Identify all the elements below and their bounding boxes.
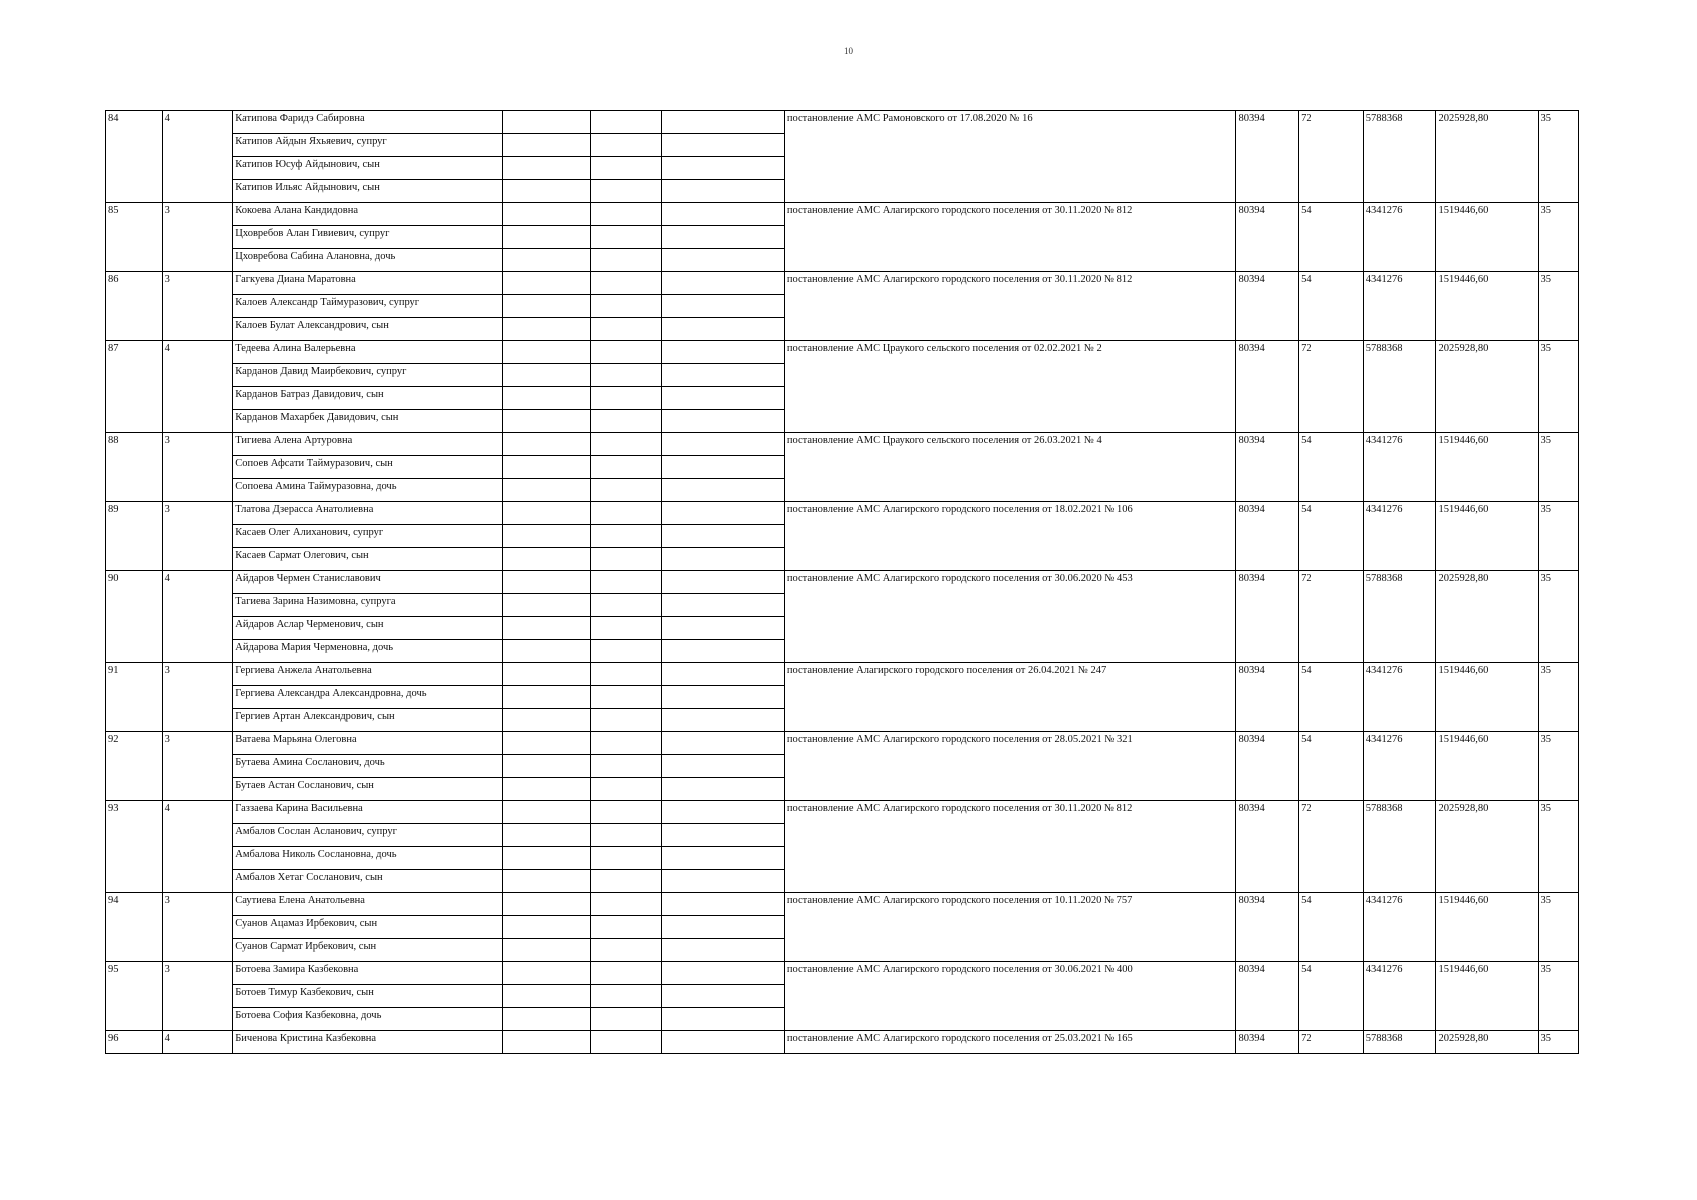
member-name-cell: Карданов Батраз Давидович, сын bbox=[233, 387, 503, 410]
area-cell: 72 bbox=[1299, 111, 1364, 203]
empty-cell bbox=[661, 571, 784, 594]
member-name-cell: Катипов Ильяс Айдынович, сын bbox=[233, 180, 503, 203]
empty-cell bbox=[590, 732, 661, 755]
empty-cell bbox=[661, 111, 784, 134]
decree-cell: постановление АМС Цраукого сельского поселения от 02.02.2021 № 2 bbox=[784, 341, 1236, 433]
empty-cell bbox=[503, 387, 591, 410]
value-a-cell: 80394 bbox=[1236, 341, 1299, 433]
empty-cell bbox=[661, 479, 784, 502]
empty-cell bbox=[503, 548, 591, 571]
empty-cell bbox=[503, 778, 591, 801]
decree-cell: постановление АМС Алагирского городского поселения от 18.02.2021 № 106 bbox=[784, 502, 1236, 571]
subsidy-cell: 1519446,60 bbox=[1436, 663, 1538, 732]
empty-cell bbox=[661, 663, 784, 686]
subsidy-cell: 1519446,60 bbox=[1436, 893, 1538, 962]
decree-cell: постановление АМС Рамоновского от 17.08.2020 № 16 bbox=[784, 111, 1236, 203]
member-name-cell: Саутиева Елена Анатольевна bbox=[233, 893, 503, 916]
member-name-cell: Гагкуева Диана Маратовна bbox=[233, 272, 503, 295]
empty-cell bbox=[590, 203, 661, 226]
member-name-cell: Карданов Махарбек Давидович, сын bbox=[233, 410, 503, 433]
empty-cell bbox=[590, 870, 661, 893]
member-name-cell: Гергиев Артан Александрович, сын bbox=[233, 709, 503, 732]
empty-cell bbox=[661, 134, 784, 157]
empty-cell bbox=[503, 180, 591, 203]
empty-cell bbox=[661, 640, 784, 663]
empty-cell bbox=[503, 134, 591, 157]
row-number-cell: 85 bbox=[106, 203, 163, 272]
empty-cell bbox=[661, 962, 784, 985]
area-cell: 54 bbox=[1299, 663, 1364, 732]
empty-cell bbox=[661, 249, 784, 272]
empty-cell bbox=[503, 663, 591, 686]
empty-cell bbox=[590, 571, 661, 594]
member-name-cell: Тедеева Алина Валерьевна bbox=[233, 341, 503, 364]
subsidy-cell: 1519446,60 bbox=[1436, 502, 1538, 571]
amount-cell: 4341276 bbox=[1363, 732, 1436, 801]
area-cell: 54 bbox=[1299, 962, 1364, 1031]
empty-cell bbox=[590, 594, 661, 617]
empty-cell bbox=[503, 916, 591, 939]
empty-cell bbox=[590, 686, 661, 709]
empty-cell bbox=[503, 939, 591, 962]
empty-cell bbox=[503, 962, 591, 985]
amount-cell: 5788368 bbox=[1363, 801, 1436, 893]
empty-cell bbox=[503, 410, 591, 433]
empty-cell bbox=[661, 318, 784, 341]
family-size-cell: 3 bbox=[162, 893, 233, 962]
member-name-cell: Суанов Сармат Ирбекович, сын bbox=[233, 939, 503, 962]
member-name-cell: Кокоева Алана Кандидовна bbox=[233, 203, 503, 226]
family-size-cell: 3 bbox=[162, 732, 233, 801]
member-name-cell: Сопоева Амина Таймуразовна, дочь bbox=[233, 479, 503, 502]
subsidy-cell: 2025928,80 bbox=[1436, 341, 1538, 433]
value-a-cell: 80394 bbox=[1236, 893, 1299, 962]
area-cell: 72 bbox=[1299, 571, 1364, 663]
value-a-cell: 80394 bbox=[1236, 1031, 1299, 1054]
row-number-cell: 88 bbox=[106, 433, 163, 502]
empty-cell bbox=[503, 318, 591, 341]
empty-cell bbox=[661, 893, 784, 916]
percent-cell: 35 bbox=[1538, 502, 1578, 571]
table-row bbox=[106, 1031, 1579, 1054]
empty-cell bbox=[590, 433, 661, 456]
row-number-cell: 93 bbox=[106, 801, 163, 893]
table-row bbox=[106, 272, 1579, 295]
area-cell: 54 bbox=[1299, 272, 1364, 341]
empty-cell bbox=[661, 778, 784, 801]
member-name-cell: Бутаева Амина Сосланович, дочь bbox=[233, 755, 503, 778]
amount-cell: 4341276 bbox=[1363, 893, 1436, 962]
row-number-cell: 94 bbox=[106, 893, 163, 962]
row-number-cell: 96 bbox=[106, 1031, 163, 1054]
value-a-cell: 80394 bbox=[1236, 203, 1299, 272]
empty-cell bbox=[661, 548, 784, 571]
empty-cell bbox=[661, 847, 784, 870]
member-name-cell: Тагиева Зарина Назимовна, супруга bbox=[233, 594, 503, 617]
empty-cell bbox=[503, 617, 591, 640]
member-name-cell: Тигиева Алена Артуровна bbox=[233, 433, 503, 456]
subsidy-cell: 2025928,80 bbox=[1436, 571, 1538, 663]
empty-cell bbox=[661, 755, 784, 778]
member-name-cell: Ботоева София Казбековна, дочь bbox=[233, 1008, 503, 1031]
member-name-cell: Ватаева Марьяна Олеговна bbox=[233, 732, 503, 755]
table-row bbox=[106, 433, 1579, 456]
empty-cell bbox=[503, 341, 591, 364]
value-a-cell: 80394 bbox=[1236, 801, 1299, 893]
empty-cell bbox=[661, 502, 784, 525]
area-cell: 54 bbox=[1299, 433, 1364, 502]
family-size-cell: 4 bbox=[162, 1031, 233, 1054]
amount-cell: 4341276 bbox=[1363, 203, 1436, 272]
empty-cell bbox=[661, 1008, 784, 1031]
percent-cell: 35 bbox=[1538, 341, 1578, 433]
empty-cell bbox=[661, 732, 784, 755]
empty-cell bbox=[590, 663, 661, 686]
table-row bbox=[106, 962, 1579, 985]
value-a-cell: 80394 bbox=[1236, 502, 1299, 571]
percent-cell: 35 bbox=[1538, 801, 1578, 893]
family-size-cell: 4 bbox=[162, 341, 233, 433]
empty-cell bbox=[503, 686, 591, 709]
value-a-cell: 80394 bbox=[1236, 663, 1299, 732]
subsidy-cell: 2025928,80 bbox=[1436, 801, 1538, 893]
empty-cell bbox=[661, 295, 784, 318]
empty-cell bbox=[503, 824, 591, 847]
percent-cell: 35 bbox=[1538, 893, 1578, 962]
empty-cell bbox=[590, 709, 661, 732]
empty-cell bbox=[503, 755, 591, 778]
empty-cell bbox=[590, 180, 661, 203]
family-size-cell: 3 bbox=[162, 203, 233, 272]
subsidy-cell: 1519446,60 bbox=[1436, 433, 1538, 502]
subsidy-cell: 1519446,60 bbox=[1436, 962, 1538, 1031]
member-name-cell: Катипов Айдын Яхьяевич, супруг bbox=[233, 134, 503, 157]
amount-cell: 5788368 bbox=[1363, 571, 1436, 663]
member-name-cell: Сопоев Афсати Таймуразович, сын bbox=[233, 456, 503, 479]
member-name-cell: Тлатова Дзерасса Анатолиевна bbox=[233, 502, 503, 525]
subsidy-cell: 1519446,60 bbox=[1436, 203, 1538, 272]
empty-cell bbox=[590, 1008, 661, 1031]
member-name-cell: Амбалова Николь Сослановна, дочь bbox=[233, 847, 503, 870]
member-name-cell: Биченова Кристина Казбековна bbox=[233, 1031, 503, 1054]
area-cell: 72 bbox=[1299, 1031, 1364, 1054]
empty-cell bbox=[503, 295, 591, 318]
empty-cell bbox=[661, 985, 784, 1008]
member-name-cell: Бутаев Астан Сосланович, сын bbox=[233, 778, 503, 801]
empty-cell bbox=[590, 410, 661, 433]
value-a-cell: 80394 bbox=[1236, 571, 1299, 663]
empty-cell bbox=[503, 893, 591, 916]
row-number-cell: 92 bbox=[106, 732, 163, 801]
member-name-cell: Катипов Юсуф Айдынович, сын bbox=[233, 157, 503, 180]
empty-cell bbox=[590, 640, 661, 663]
empty-cell bbox=[661, 709, 784, 732]
empty-cell bbox=[503, 111, 591, 134]
empty-cell bbox=[590, 847, 661, 870]
empty-cell bbox=[661, 272, 784, 295]
row-number-cell: 95 bbox=[106, 962, 163, 1031]
empty-cell bbox=[590, 387, 661, 410]
member-name-cell: Катипова Фаридэ Сабировна bbox=[233, 111, 503, 134]
empty-cell bbox=[503, 870, 591, 893]
subsidy-cell: 1519446,60 bbox=[1436, 272, 1538, 341]
area-cell: 54 bbox=[1299, 893, 1364, 962]
percent-cell: 35 bbox=[1538, 663, 1578, 732]
family-size-cell: 4 bbox=[162, 801, 233, 893]
empty-cell bbox=[661, 433, 784, 456]
member-name-cell: Карданов Давид Маирбекович, супруг bbox=[233, 364, 503, 387]
empty-cell bbox=[661, 456, 784, 479]
empty-cell bbox=[503, 157, 591, 180]
member-name-cell: Ботоев Тимур Казбекович, сын bbox=[233, 985, 503, 1008]
empty-cell bbox=[661, 686, 784, 709]
empty-cell bbox=[503, 1008, 591, 1031]
empty-cell bbox=[661, 180, 784, 203]
table-row bbox=[106, 502, 1579, 525]
value-a-cell: 80394 bbox=[1236, 433, 1299, 502]
empty-cell bbox=[590, 479, 661, 502]
family-size-cell: 3 bbox=[162, 433, 233, 502]
empty-cell bbox=[503, 456, 591, 479]
table-row bbox=[106, 571, 1579, 594]
decree-cell: постановление АМС Алагирского городского поселения от 30.11.2020 № 812 bbox=[784, 272, 1236, 341]
empty-cell bbox=[503, 433, 591, 456]
empty-cell bbox=[590, 1031, 661, 1054]
empty-cell bbox=[503, 249, 591, 272]
decree-cell: постановление АМС Алагирского городского поселения от 25.03.2021 № 165 bbox=[784, 1031, 1236, 1054]
row-number-cell: 90 bbox=[106, 571, 163, 663]
empty-cell bbox=[503, 364, 591, 387]
empty-cell bbox=[503, 502, 591, 525]
empty-cell bbox=[503, 801, 591, 824]
member-name-cell: Газзаева Карина Васильевна bbox=[233, 801, 503, 824]
member-name-cell: Гергиева Александра Александровна, дочь bbox=[233, 686, 503, 709]
table-row bbox=[106, 203, 1579, 226]
table-row bbox=[106, 732, 1579, 755]
empty-cell bbox=[590, 755, 661, 778]
member-name-cell: Суанов Ацамаз Ирбекович, сын bbox=[233, 916, 503, 939]
area-cell: 72 bbox=[1299, 341, 1364, 433]
decree-cell: постановление АМС Цраукого сельского поселения от 26.03.2021 № 4 bbox=[784, 433, 1236, 502]
empty-cell bbox=[590, 824, 661, 847]
amount-cell: 5788368 bbox=[1363, 1031, 1436, 1054]
decree-cell: постановление АМС Алагирского городского поселения от 28.05.2021 № 321 bbox=[784, 732, 1236, 801]
empty-cell bbox=[661, 824, 784, 847]
empty-cell bbox=[590, 226, 661, 249]
empty-cell bbox=[503, 1031, 591, 1054]
member-name-cell: Айдарова Мария Черменовна, дочь bbox=[233, 640, 503, 663]
empty-cell bbox=[590, 318, 661, 341]
empty-cell bbox=[503, 203, 591, 226]
member-name-cell: Цховребов Алан Гивиевич, супруг bbox=[233, 226, 503, 249]
empty-cell bbox=[503, 847, 591, 870]
empty-cell bbox=[503, 640, 591, 663]
empty-cell bbox=[590, 249, 661, 272]
empty-cell bbox=[503, 732, 591, 755]
row-number-cell: 87 bbox=[106, 341, 163, 433]
member-name-cell: Айдаров Аслар Черменович, сын bbox=[233, 617, 503, 640]
member-name-cell: Цховребова Сабина Алановна, дочь bbox=[233, 249, 503, 272]
empty-cell bbox=[590, 893, 661, 916]
empty-cell bbox=[503, 479, 591, 502]
empty-cell bbox=[661, 341, 784, 364]
area-cell: 54 bbox=[1299, 502, 1364, 571]
percent-cell: 35 bbox=[1538, 272, 1578, 341]
amount-cell: 4341276 bbox=[1363, 663, 1436, 732]
empty-cell bbox=[503, 525, 591, 548]
member-name-cell: Амбалов Хетаг Сосланович, сын bbox=[233, 870, 503, 893]
decree-cell: постановление АМС Алагирского городского поселения от 10.11.2020 № 757 bbox=[784, 893, 1236, 962]
percent-cell: 35 bbox=[1538, 732, 1578, 801]
empty-cell bbox=[590, 916, 661, 939]
table-row bbox=[106, 893, 1579, 916]
empty-cell bbox=[661, 1031, 784, 1054]
empty-cell bbox=[661, 387, 784, 410]
table-row bbox=[106, 111, 1579, 134]
subsidy-cell: 1519446,60 bbox=[1436, 732, 1538, 801]
empty-cell bbox=[590, 962, 661, 985]
member-name-cell: Ботоева Замира Казбековна bbox=[233, 962, 503, 985]
value-a-cell: 80394 bbox=[1236, 962, 1299, 1031]
row-number-cell: 91 bbox=[106, 663, 163, 732]
empty-cell bbox=[590, 295, 661, 318]
empty-cell bbox=[503, 594, 591, 617]
empty-cell bbox=[661, 594, 784, 617]
subsidy-cell: 2025928,80 bbox=[1436, 111, 1538, 203]
area-cell: 54 bbox=[1299, 203, 1364, 272]
empty-cell bbox=[661, 364, 784, 387]
row-number-cell: 89 bbox=[106, 502, 163, 571]
empty-cell bbox=[590, 939, 661, 962]
row-number-cell: 86 bbox=[106, 272, 163, 341]
family-size-cell: 3 bbox=[162, 272, 233, 341]
member-name-cell: Касаев Олег Алиханович, супруг bbox=[233, 525, 503, 548]
subsidy-cell: 2025928,80 bbox=[1436, 1031, 1538, 1054]
empty-cell bbox=[590, 801, 661, 824]
decree-cell: постановление АМС Алагирского городского поселения от 30.06.2021 № 400 bbox=[784, 962, 1236, 1031]
empty-cell bbox=[590, 985, 661, 1008]
table-row bbox=[106, 663, 1579, 686]
empty-cell bbox=[661, 939, 784, 962]
empty-cell bbox=[503, 709, 591, 732]
amount-cell: 4341276 bbox=[1363, 433, 1436, 502]
family-size-cell: 3 bbox=[162, 962, 233, 1031]
empty-cell bbox=[590, 341, 661, 364]
empty-cell bbox=[590, 502, 661, 525]
empty-cell bbox=[661, 525, 784, 548]
empty-cell bbox=[661, 617, 784, 640]
value-a-cell: 80394 bbox=[1236, 272, 1299, 341]
member-name-cell: Гергиева Анжела Анатольевна bbox=[233, 663, 503, 686]
beneficiaries-table bbox=[105, 110, 1579, 1054]
family-size-cell: 3 bbox=[162, 663, 233, 732]
empty-cell bbox=[590, 617, 661, 640]
table-row bbox=[106, 801, 1579, 824]
decree-cell: постановление АМС Алагирского городского поселения от 30.11.2020 № 812 bbox=[784, 801, 1236, 893]
empty-cell bbox=[503, 985, 591, 1008]
empty-cell bbox=[590, 157, 661, 180]
area-cell: 54 bbox=[1299, 732, 1364, 801]
member-name-cell: Айдаров Чермен Станиславович bbox=[233, 571, 503, 594]
decree-cell: постановление АМС Алагирского городского поселения от 30.06.2020 № 453 bbox=[784, 571, 1236, 663]
percent-cell: 35 bbox=[1538, 203, 1578, 272]
family-size-cell: 3 bbox=[162, 502, 233, 571]
percent-cell: 35 bbox=[1538, 571, 1578, 663]
empty-cell bbox=[590, 525, 661, 548]
member-name-cell: Калоев Булат Александрович, сын bbox=[233, 318, 503, 341]
percent-cell: 35 bbox=[1538, 433, 1578, 502]
member-name-cell: Амбалов Сослан Асланович, супруг bbox=[233, 824, 503, 847]
amount-cell: 4341276 bbox=[1363, 272, 1436, 341]
empty-cell bbox=[590, 272, 661, 295]
amount-cell: 4341276 bbox=[1363, 502, 1436, 571]
empty-cell bbox=[590, 111, 661, 134]
percent-cell: 35 bbox=[1538, 1031, 1578, 1054]
value-a-cell: 80394 bbox=[1236, 111, 1299, 203]
empty-cell bbox=[661, 203, 784, 226]
empty-cell bbox=[590, 778, 661, 801]
area-cell: 72 bbox=[1299, 801, 1364, 893]
decree-cell: постановление Алагирского городского поселения от 26.04.2021 № 247 bbox=[784, 663, 1236, 732]
amount-cell: 5788368 bbox=[1363, 111, 1436, 203]
empty-cell bbox=[503, 272, 591, 295]
percent-cell: 35 bbox=[1538, 962, 1578, 1031]
amount-cell: 4341276 bbox=[1363, 962, 1436, 1031]
percent-cell: 35 bbox=[1538, 111, 1578, 203]
family-size-cell: 4 bbox=[162, 571, 233, 663]
value-a-cell: 80394 bbox=[1236, 732, 1299, 801]
member-name-cell: Калоев Александр Таймуразович, супруг bbox=[233, 295, 503, 318]
empty-cell bbox=[590, 364, 661, 387]
empty-cell bbox=[661, 226, 784, 249]
row-number-cell: 84 bbox=[106, 111, 163, 203]
decree-cell: постановление АМС Алагирского городского поселения от 30.11.2020 № 812 bbox=[784, 203, 1236, 272]
family-size-cell: 4 bbox=[162, 111, 233, 203]
empty-cell bbox=[503, 226, 591, 249]
table-row bbox=[106, 341, 1579, 364]
empty-cell bbox=[590, 548, 661, 571]
empty-cell bbox=[661, 801, 784, 824]
empty-cell bbox=[503, 571, 591, 594]
empty-cell bbox=[590, 134, 661, 157]
empty-cell bbox=[661, 916, 784, 939]
empty-cell bbox=[661, 870, 784, 893]
page-number: 10 bbox=[844, 46, 853, 56]
empty-cell bbox=[590, 456, 661, 479]
empty-cell bbox=[661, 410, 784, 433]
empty-cell bbox=[661, 157, 784, 180]
member-name-cell: Касаев Сармат Олегович, сын bbox=[233, 548, 503, 571]
amount-cell: 5788368 bbox=[1363, 341, 1436, 433]
